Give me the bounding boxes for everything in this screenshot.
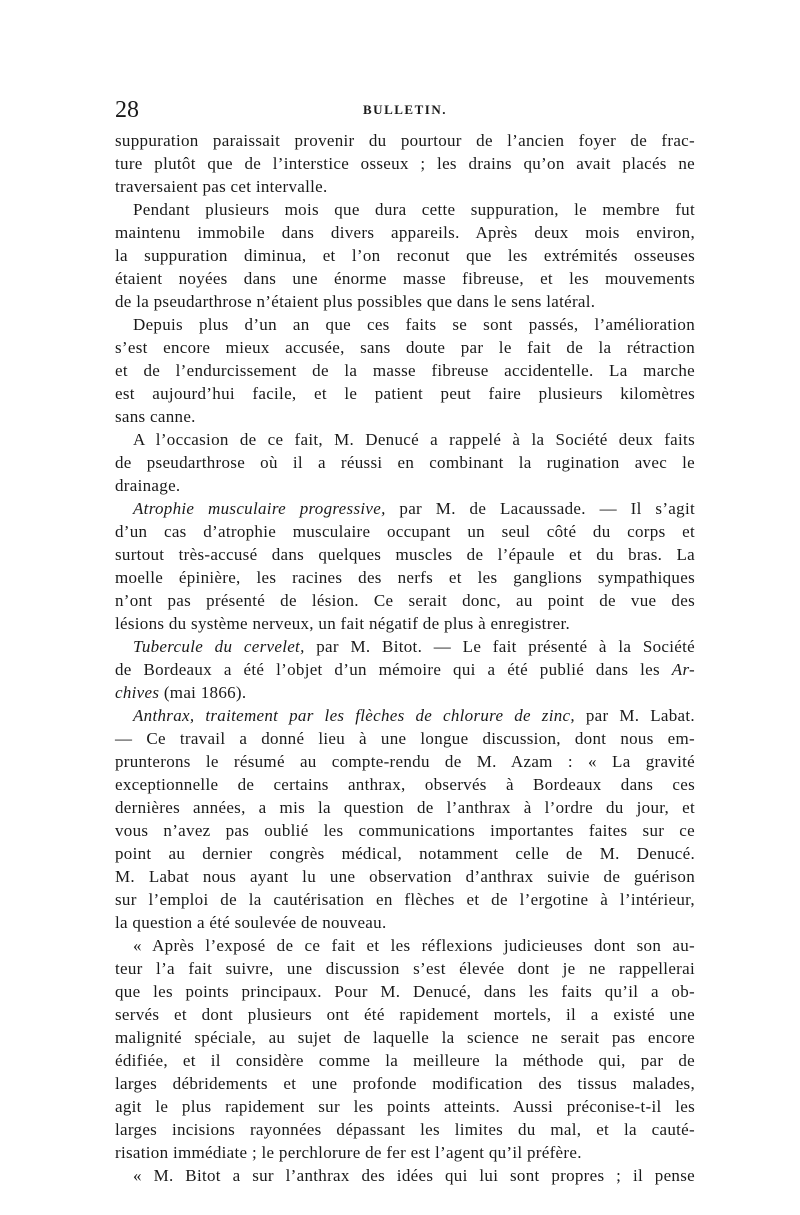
text-segment: dernières années, a mis la question de l’anthrax à l’ordre du jour, et	[115, 798, 695, 817]
text-line	[115, 773, 695, 796]
text-line	[115, 819, 695, 842]
text-line	[115, 290, 695, 313]
text-line	[115, 727, 695, 750]
text-segment: M. Labat nous ayant lu une observation d’anthrax suivie de guérison	[115, 867, 695, 886]
text-segment: teur l’a fait suivre, une discussion s’est élevée dont je ne rappellerai	[115, 959, 695, 978]
page-number: 28	[115, 97, 139, 123]
text-line	[115, 198, 695, 221]
text-line	[115, 934, 695, 957]
text-line	[115, 796, 695, 819]
text-line	[115, 750, 695, 773]
text-segment: exceptionnelle de certains anthrax, observés à Bordeaux dans ces	[115, 775, 695, 794]
text-line	[115, 405, 695, 428]
text-segment: est aujourd’hui facile, et le patient peut faire plusieurs kilomètres	[115, 384, 695, 403]
text-segment: d’un cas d’atrophie musculaire occupant un seul côté du corps et	[115, 522, 695, 541]
text-line	[115, 842, 695, 865]
text-segment: agit le plus rapidement sur les points atteints. Aussi préconise-t-il les	[115, 1097, 695, 1116]
text-line	[115, 566, 695, 589]
text-segment: A l’occasion de ce fait, M. Denucé a rappelé à la Société deux faits	[133, 430, 695, 449]
text-segment: traversaient pas cet intervalle.	[115, 177, 328, 196]
text-line	[115, 911, 695, 934]
italic-text: Ar-	[671, 660, 695, 679]
text-segment: par M. Bitot. — Le fait présenté à la Société	[304, 637, 696, 656]
text-line	[115, 1072, 695, 1095]
text-segment: que les points principaux. Pour M. Denucé, dans les faits qu’il a ob-	[115, 982, 695, 1001]
text-line	[115, 221, 695, 244]
text-segment: sur l’emploi de la cautérisation en flèches et de l’ergotine à l’intérieur,	[115, 890, 695, 909]
text-segment: risation immédiate ; le perchlorure de fer est l’agent qu’il préfère.	[115, 1143, 582, 1162]
text-segment: drainage.	[115, 476, 181, 495]
text-segment: par M. de Lacaussade. — Il s’agit	[385, 499, 695, 518]
text-line	[115, 267, 695, 290]
text-segment: maintenu immobile dans divers appareils. Après deux mois environ,	[115, 223, 695, 242]
text-line	[115, 129, 695, 152]
text-line	[115, 1095, 695, 1118]
text-line	[115, 336, 695, 359]
text-segment: prunterons le résumé au compte-rendu de M. Azam : « La gravité	[115, 752, 695, 771]
text-line	[115, 543, 695, 566]
text-line	[115, 635, 695, 658]
text-segment: de Bordeaux a été l’objet d’un mémoire qui a été publié dans les	[115, 660, 672, 679]
text-line	[115, 1003, 695, 1026]
text-line	[115, 589, 695, 612]
text-line	[115, 957, 695, 980]
text-segment: s’est encore mieux accusée, sans doute par le fait de la rétraction	[115, 338, 695, 357]
text-segment: « Après l’exposé de ce fait et les réflexions judicieuses dont son au-	[133, 936, 695, 955]
page-header	[115, 96, 695, 124]
text-segment: moelle épinière, les racines des nerfs et les ganglions sympathiques	[115, 568, 695, 587]
text-line	[115, 1141, 695, 1164]
text-line	[115, 1164, 695, 1187]
text-segment: de pseudarthrose où il a réussi en combinant la rugination avec le	[115, 453, 695, 472]
text-line	[115, 612, 695, 635]
text-line	[115, 313, 695, 336]
text-line	[115, 658, 695, 681]
text-line	[115, 681, 695, 704]
text-segment: suppuration paraissait provenir du pourtour de l’ancien foyer de frac-	[115, 131, 695, 150]
text-segment: larges incisions rayonnées dépassant les limites du mal, et la cauté-	[115, 1120, 695, 1139]
text-line	[115, 520, 695, 543]
text-segment: point au dernier congrès médical, notamment celle de M. Denucé.	[115, 844, 695, 863]
body-text	[115, 129, 695, 1187]
italic-text: chives	[115, 683, 160, 702]
text-segment: étaient noyées dans une énorme masse fibreuse, et les mouvements	[115, 269, 695, 288]
text-line	[115, 704, 695, 727]
text-segment: surtout très-accusé dans quelques muscles de l’épaule et du bras. La	[115, 545, 695, 564]
italic-text: Anthrax, traitement par les flèches de chlorure de zinc,	[133, 706, 575, 725]
text-segment: larges débridements et une profonde modification des tissus malades,	[115, 1074, 695, 1093]
text-segment: Pendant plusieurs mois que dura cette suppuration, le membre fut	[133, 200, 695, 219]
text-segment: servés et dont plusieurs ont été rapidement mortels, il a existé une	[115, 1005, 695, 1024]
text-line	[115, 474, 695, 497]
text-segment: la question a été soulevée de nouveau.	[115, 913, 387, 932]
text-segment: vous n’avez pas oublié les communications importantes faites sur ce	[115, 821, 695, 840]
text-segment: — Ce travail a donné lieu à une longue discussion, dont nous em-	[115, 729, 695, 748]
text-segment: lésions du système nerveux, un fait négatif de plus à enregistrer.	[115, 614, 571, 633]
running-title: BULLETIN.	[363, 102, 447, 117]
text-line	[115, 1026, 695, 1049]
text-segment: malignité spéciale, au sujet de laquelle la science ne serait pas encore	[115, 1028, 695, 1047]
text-line	[115, 980, 695, 1003]
text-segment: (mai 1866).	[159, 683, 247, 702]
text-segment: édifiée, et il considère comme la meilleure la méthode qui, par de	[115, 1051, 695, 1070]
text-line	[115, 451, 695, 474]
italic-text: Atrophie musculaire progressive,	[133, 499, 386, 518]
text-segment: de la pseudarthrose n’étaient plus possibles que dans le sens latéral.	[115, 292, 596, 311]
text-segment: par M. Labat.	[574, 706, 695, 725]
text-line	[115, 428, 695, 451]
text-line	[115, 1118, 695, 1141]
text-line	[115, 382, 695, 405]
italic-text: Tubercule du cervelet,	[133, 637, 305, 656]
text-line	[115, 175, 695, 198]
text-line	[115, 1049, 695, 1072]
text-segment: sans canne.	[115, 407, 196, 426]
text-line	[115, 244, 695, 267]
text-line	[115, 152, 695, 175]
text-line	[115, 497, 695, 520]
text-segment: n’ont pas présenté de lésion. Ce serait donc, au point de vue des	[115, 591, 695, 610]
text-line	[115, 865, 695, 888]
text-segment: ture plutôt que de l’interstice osseux ; les drains qu’on avait placés ne	[115, 154, 695, 173]
text-segment: la suppuration diminua, et l’on reconut que les extrémités osseuses	[115, 246, 695, 265]
text-segment: « M. Bitot a sur l’anthrax des idées qui lui sont propres ; il pense	[133, 1166, 695, 1185]
text-segment: et de l’endurcissement de la masse fibreuse accidentelle. La marche	[115, 361, 695, 380]
text-line	[115, 888, 695, 911]
text-line	[115, 359, 695, 382]
text-segment: Depuis plus d’un an que ces faits se sont passés, l’amélioration	[133, 315, 695, 334]
